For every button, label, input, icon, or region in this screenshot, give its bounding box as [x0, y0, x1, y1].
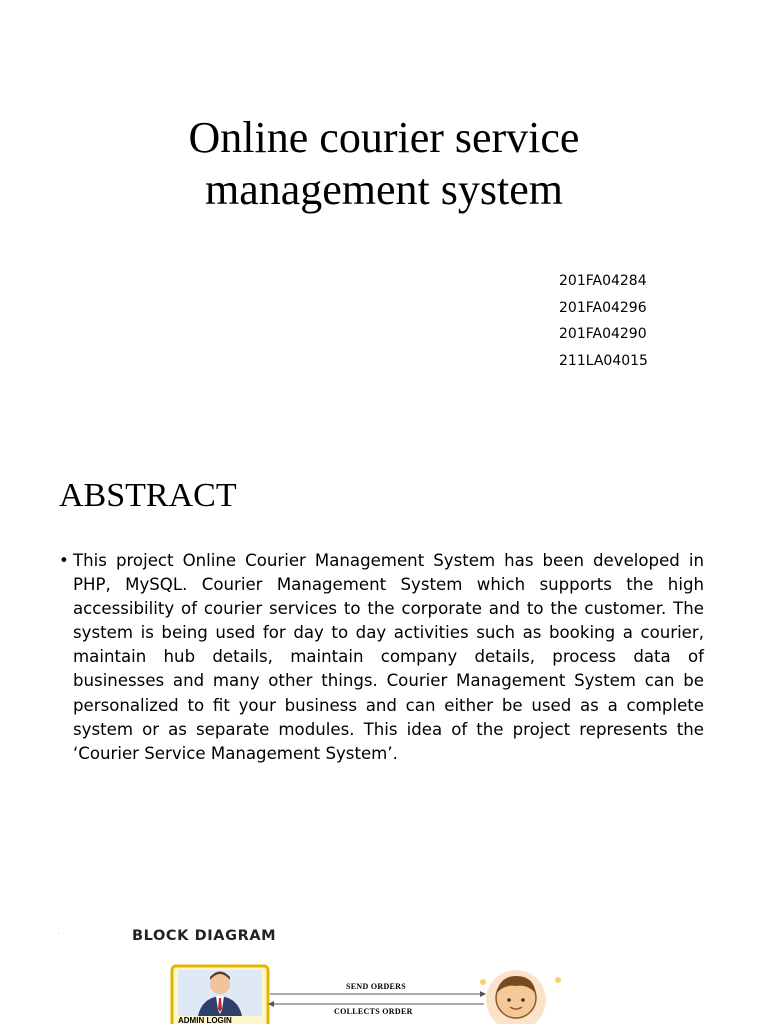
- abstract-heading: ABSTRACT: [59, 477, 237, 514]
- bullet-icon: •: [59, 551, 69, 570]
- decorative-mark: .: [58, 930, 60, 936]
- user-avatar-icon: [480, 970, 561, 1024]
- student-id: 201FA04284: [559, 273, 647, 289]
- send-orders-label: SEND ORDERS: [346, 982, 406, 991]
- abstract-bullet: [59, 549, 704, 766]
- student-id: 201FA04290: [559, 326, 647, 342]
- abstract-text: This project Online Courier Management System has been developed in PHP, MySQL. Courier Management System which supports the high accessibility of courier services to the corporate and to the customer. The system is being used for day to day activities such as booking a courier, maintain hub details, maintain company details, process data of businesses and many other things. Courier Management System can be personalized to fit your business and can either be used as a complete system or as separate modules. This idea of the project represents the ‘Courier Service Management System’.: [73, 551, 704, 763]
- collects-order-label: COLLECTS ORDER: [334, 1007, 413, 1016]
- title-line-1: Online courier service: [188, 113, 580, 162]
- block-diagram: [168, 962, 588, 1024]
- send-orders-arrow: [270, 991, 486, 997]
- page-title: [0, 112, 768, 216]
- student-id: 201FA04296: [559, 299, 647, 316]
- student-id-list: [559, 268, 648, 374]
- title-line-2: management system: [204, 165, 563, 214]
- student-id: 211LA04015: [559, 352, 648, 369]
- admin-login-label: ADMIN LOGIN: [178, 1016, 232, 1025]
- block-diagram-title: BLOCK DIAGRAM: [132, 928, 277, 944]
